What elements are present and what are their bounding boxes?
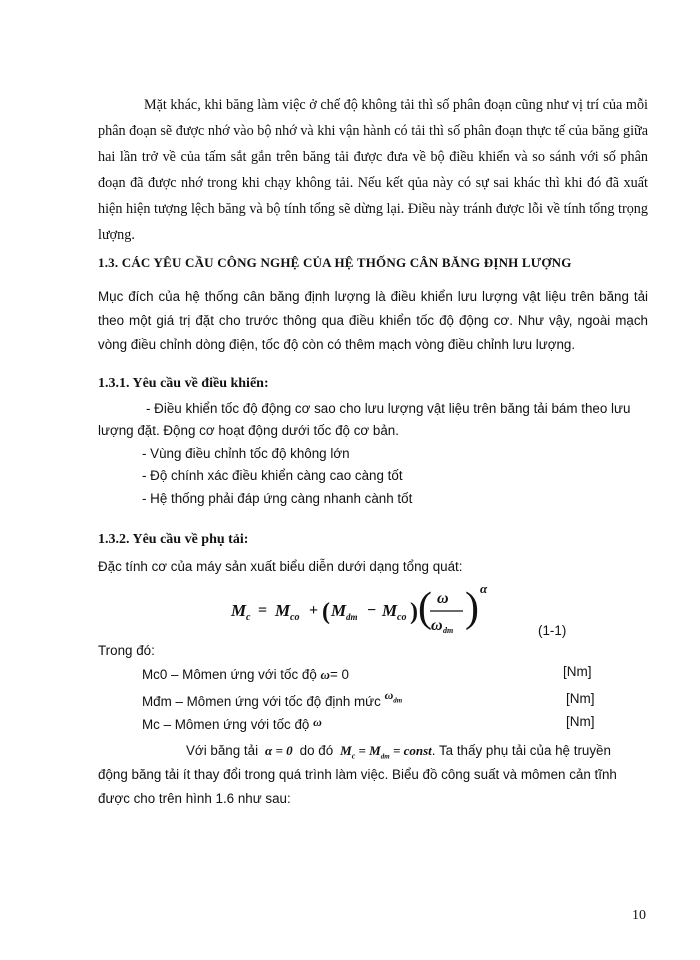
closing-text-c: . Ta thấy phụ tải của hệ truyền [431, 743, 611, 758]
bullet-2: - Độ chính xác điều khiển càng cao càng tốt [142, 468, 403, 483]
svg-text:c: c [246, 612, 251, 623]
closing-text-b: do đó [299, 743, 334, 758]
svg-text:+: + [309, 602, 319, 619]
def-mdm-text: Mđm – Mômen ứng với tốc độ định mức [142, 694, 381, 709]
def-mdm-unit: [Nm] [566, 691, 595, 706]
def-mc-unit: [Nm] [566, 714, 595, 729]
omega-dm-symbol: $\omega_{dm}$ [384, 688, 403, 705]
svg-text:co: co [397, 612, 407, 623]
svg-text:M: M [331, 601, 347, 620]
bullet-1: - Vùng điều chỉnh tốc độ không lớn [142, 446, 350, 461]
control-requirement-line-2: lượng đặt. Động cơ hoạt động dưới tốc độ cơ bản. [98, 423, 399, 438]
control-requirement-line-1: - Điều khiển tốc độ động cơ sao cho lưu lượng vật liệu trên băng tải bám theo lưu [146, 401, 631, 416]
svg-text:−: − [367, 602, 377, 619]
svg-text:M: M [275, 601, 291, 620]
equation-number: (1-1) [538, 623, 567, 638]
def-mc-text: Mc – Mômen ứng với tốc độ [142, 717, 310, 732]
omega-symbol: ω [320, 667, 330, 682]
def-mc [142, 714, 322, 736]
svg-text:): ) [410, 599, 418, 625]
closing-line-3: được cho trên hình 1.6 như sau: [98, 791, 291, 806]
def-mc0-unit: [Nm] [563, 664, 592, 679]
paragraph-1: Mặt khác, khi băng làm việc ở chế độ không tải thì số phân đoạn cũng như vị trí của mỗi phân đoạn sẽ được nhớ vào bộ nhớ và khi vận hành có tải thì số phân đoạn thực tế của băng giữa hai lần trở về của tấm sắt gắn trên băng tải được đưa về bộ điều khiển và so sánh với số phân đoạn đã được nhớ trong khi chạy không tải. Nếu kết qủa này có sự sai khác thì khi đó đã xuất hiện hiện tượng lệch băng và bộ tính tổng sẽ dừng lại. Điều này tránh được lỗi về tính tổng trọng lượng. [98, 97, 648, 243]
load-intro: Đặc tính cơ của máy sản xuất biểu diễn dưới dạng tổng quát: [98, 559, 463, 574]
svg-text:ω: ω [437, 590, 449, 607]
bullet-3: - Hệ thống phải đáp ứng càng nhanh cành tốt [142, 491, 413, 506]
svg-text:): ) [465, 585, 479, 631]
page-number: 10 [632, 908, 646, 923]
closing-text-a: Với băng tải [186, 743, 259, 758]
mc-equals-const-formula: $M_c = M_{dm}$ = const [336, 743, 432, 761]
def-mc0-tail: = 0 [329, 667, 349, 682]
alpha-zero-formula: α = 0 [261, 743, 296, 758]
load-equation [225, 578, 495, 640]
def-mc0 [142, 664, 349, 686]
omega-symbol-2: ω [313, 715, 322, 729]
svg-text:co: co [290, 612, 300, 623]
section-heading: 1.3. CÁC YÊU CẦU CÔNG NGHỆ CỦA HỆ THỐNG CÂN BĂNG ĐỊNH LƯỢNG [98, 255, 572, 270]
svg-text:=: = [258, 602, 268, 619]
svg-text:(: ( [418, 585, 432, 631]
svg-text:M: M [231, 601, 247, 620]
svg-text:ω: ω [431, 617, 443, 634]
trong-do-label: Trong đó: [98, 643, 155, 658]
subsection-heading-1: 1.3.1. Yêu cầu về điều khiển: [98, 376, 269, 391]
svg-text:dm: dm [346, 612, 358, 622]
svg-text:α: α [480, 581, 488, 596]
paragraph-2: Mục đích của hệ thống cân băng định lượng là điều khiển lưu lượng vật liệu trên băng tải theo một giá trị đặt cho trước thông qua điều khiển tốc độ động cơ. Như vậy, ngoài mạch vòng điều chỉnh dòng điện, tốc độ còn có thêm mạch vòng điều chỉnh lưu lượng. [98, 289, 648, 352]
closing-line-2: động băng tải ít thay đổi trong quá trình làm việc. Biểu đồ công suất và mômen cản tĩnh [98, 767, 617, 782]
svg-text:dm: dm [443, 626, 454, 635]
svg-text:M: M [382, 601, 398, 620]
subsection-heading-2: 1.3.2. Yêu cầu về phụ tải: [98, 532, 249, 547]
svg-text:(: ( [322, 599, 330, 625]
def-mc0-text: Mc0 – Mômen ứng với tốc độ [142, 667, 317, 682]
